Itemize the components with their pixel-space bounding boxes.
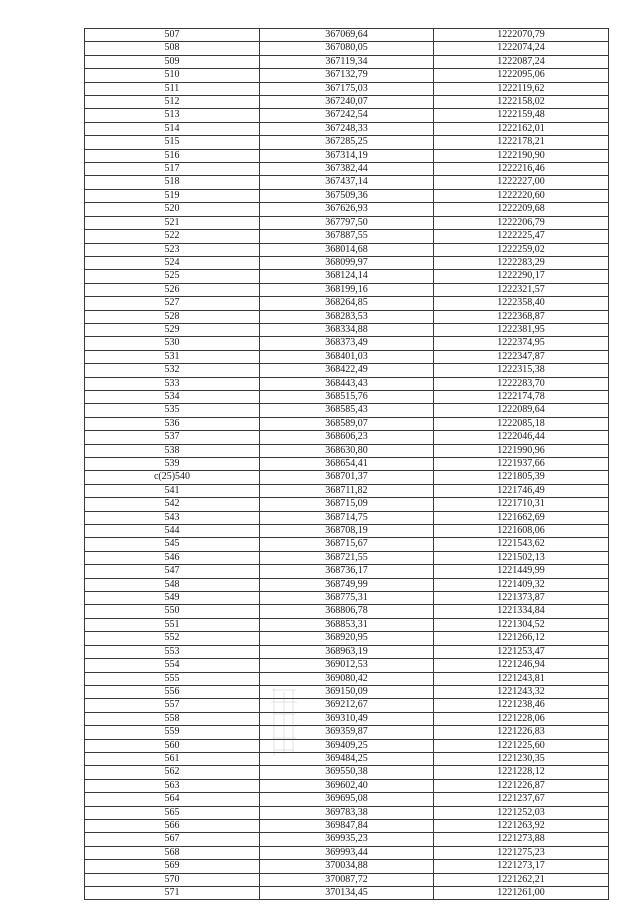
x-coordinate-cell: 368775,31 — [260, 592, 434, 605]
coordinates-table — [84, 28, 609, 900]
point-number-cell: 558 — [85, 712, 260, 725]
table-row — [85, 458, 609, 471]
point-number-cell: 563 — [85, 779, 260, 792]
table-row — [85, 766, 609, 779]
table-row — [85, 29, 609, 42]
x-coordinate-cell: 367132,79 — [260, 69, 434, 82]
x-coordinate-cell: 367437,14 — [260, 176, 434, 189]
point-number-cell: 529 — [85, 323, 260, 336]
y-coordinate-cell: 1221334,84 — [434, 605, 609, 618]
y-coordinate-cell: 1221662,69 — [434, 511, 609, 524]
table-row — [85, 82, 609, 95]
table-row — [85, 752, 609, 765]
point-number-cell: 525 — [85, 270, 260, 283]
y-coordinate-cell: 1221373,87 — [434, 592, 609, 605]
y-coordinate-cell: 1221710,31 — [434, 498, 609, 511]
y-coordinate-cell: 1222347,87 — [434, 350, 609, 363]
point-number-cell: 534 — [85, 390, 260, 403]
y-coordinate-cell: 1222087,24 — [434, 55, 609, 68]
point-number-cell: 548 — [85, 578, 260, 591]
x-coordinate-cell: 368920,95 — [260, 632, 434, 645]
x-coordinate-cell: 369310,49 — [260, 712, 434, 725]
point-number-cell: 513 — [85, 109, 260, 122]
point-number-cell: 526 — [85, 283, 260, 296]
table-row — [85, 873, 609, 886]
x-coordinate-cell: 367509,36 — [260, 189, 434, 202]
y-coordinate-cell: 1222290,17 — [434, 270, 609, 283]
point-number-cell: 569 — [85, 860, 260, 873]
y-coordinate-cell: 1222085,18 — [434, 417, 609, 430]
y-coordinate-cell: 1221225,60 — [434, 739, 609, 752]
y-coordinate-cell: 1221409,32 — [434, 578, 609, 591]
table-row — [85, 484, 609, 497]
x-coordinate-cell: 368373,49 — [260, 337, 434, 350]
x-coordinate-cell: 368963,19 — [260, 645, 434, 658]
x-coordinate-cell: 370134,45 — [260, 887, 434, 900]
table-row — [85, 471, 609, 484]
table-row — [85, 390, 609, 403]
y-coordinate-cell: 1221502,13 — [434, 551, 609, 564]
table-row — [85, 645, 609, 658]
x-coordinate-cell: 368443,43 — [260, 377, 434, 390]
point-number-cell: 543 — [85, 511, 260, 524]
point-number-cell: 556 — [85, 685, 260, 698]
x-coordinate-cell: 367069,64 — [260, 29, 434, 42]
y-coordinate-cell: 1222321,57 — [434, 283, 609, 296]
x-coordinate-cell: 369602,40 — [260, 779, 434, 792]
table-row — [85, 525, 609, 538]
point-number-cell: 554 — [85, 659, 260, 672]
y-coordinate-cell: 1222095,06 — [434, 69, 609, 82]
y-coordinate-cell: 1221990,96 — [434, 444, 609, 457]
point-number-cell: 535 — [85, 404, 260, 417]
x-coordinate-cell: 368701,37 — [260, 471, 434, 484]
point-number-cell: 547 — [85, 565, 260, 578]
point-number-cell: 568 — [85, 846, 260, 859]
x-coordinate-cell: 370034,88 — [260, 860, 434, 873]
table-row — [85, 189, 609, 202]
x-coordinate-cell: 367285,25 — [260, 136, 434, 149]
point-number-cell: 557 — [85, 699, 260, 712]
y-coordinate-cell: 1221261,00 — [434, 887, 609, 900]
x-coordinate-cell: 368715,09 — [260, 498, 434, 511]
table-row — [85, 685, 609, 698]
table-row — [85, 511, 609, 524]
point-number-cell: 533 — [85, 377, 260, 390]
x-coordinate-cell: 368721,55 — [260, 551, 434, 564]
y-coordinate-cell: 1222119,62 — [434, 82, 609, 95]
point-number-cell: 530 — [85, 337, 260, 350]
point-number-cell: 518 — [85, 176, 260, 189]
x-coordinate-cell: 368736,17 — [260, 565, 434, 578]
x-coordinate-cell: 368853,31 — [260, 618, 434, 631]
x-coordinate-cell: 369409,25 — [260, 739, 434, 752]
x-coordinate-cell: 368708,19 — [260, 525, 434, 538]
x-coordinate-cell: 367119,34 — [260, 55, 434, 68]
point-number-cell: 514 — [85, 122, 260, 135]
y-coordinate-cell: 1221275,23 — [434, 846, 609, 859]
y-coordinate-cell: 1221253,47 — [434, 645, 609, 658]
point-number-cell: 510 — [85, 69, 260, 82]
table-row — [85, 632, 609, 645]
y-coordinate-cell: 1222158,02 — [434, 96, 609, 109]
table-row — [85, 270, 609, 283]
point-number-cell: 507 — [85, 29, 260, 42]
x-coordinate-cell: 368283,53 — [260, 310, 434, 323]
table-row — [85, 256, 609, 269]
x-coordinate-cell: 367314,19 — [260, 149, 434, 162]
y-coordinate-cell: 1221304,52 — [434, 618, 609, 631]
table-row — [85, 779, 609, 792]
y-coordinate-cell: 1222174,78 — [434, 390, 609, 403]
x-coordinate-cell: 368589,07 — [260, 417, 434, 430]
table-row — [85, 337, 609, 350]
y-coordinate-cell: 1221246,94 — [434, 659, 609, 672]
x-coordinate-cell: 368715,67 — [260, 538, 434, 551]
x-coordinate-cell: 368585,43 — [260, 404, 434, 417]
point-number-cell: 560 — [85, 739, 260, 752]
y-coordinate-cell: 1221273,17 — [434, 860, 609, 873]
table-row — [85, 69, 609, 82]
point-number-cell: 538 — [85, 444, 260, 457]
x-coordinate-cell: 368630,80 — [260, 444, 434, 457]
x-coordinate-cell: 369695,08 — [260, 793, 434, 806]
y-coordinate-cell: 1222225,47 — [434, 230, 609, 243]
point-number-cell: 570 — [85, 873, 260, 886]
x-coordinate-cell: 367248,33 — [260, 122, 434, 135]
table-row — [85, 887, 609, 900]
x-coordinate-cell: 368422,49 — [260, 364, 434, 377]
x-coordinate-cell: 367175,03 — [260, 82, 434, 95]
point-number-cell: 519 — [85, 189, 260, 202]
table-row — [85, 136, 609, 149]
point-number-cell: 523 — [85, 243, 260, 256]
y-coordinate-cell: 1221230,35 — [434, 752, 609, 765]
y-coordinate-cell: 1222315,38 — [434, 364, 609, 377]
x-coordinate-cell: 369935,23 — [260, 833, 434, 846]
point-number-cell: 551 — [85, 618, 260, 631]
y-coordinate-cell: 1222159,48 — [434, 109, 609, 122]
point-number-cell: 511 — [85, 82, 260, 95]
point-number-cell: 509 — [85, 55, 260, 68]
table-row — [85, 846, 609, 859]
point-number-cell: 524 — [85, 256, 260, 269]
table-row — [85, 605, 609, 618]
y-coordinate-cell: 1222381,95 — [434, 323, 609, 336]
point-number-cell: 527 — [85, 297, 260, 310]
point-number-cell: 546 — [85, 551, 260, 564]
table-row — [85, 712, 609, 725]
y-coordinate-cell: 1222178,21 — [434, 136, 609, 149]
x-coordinate-cell: 367240,07 — [260, 96, 434, 109]
point-number-cell: 549 — [85, 592, 260, 605]
y-coordinate-cell: 1222216,46 — [434, 163, 609, 176]
table-row — [85, 96, 609, 109]
table-row — [85, 726, 609, 739]
x-coordinate-cell: 368334,88 — [260, 323, 434, 336]
y-coordinate-cell: 1221252,03 — [434, 806, 609, 819]
y-coordinate-cell: 1221266,12 — [434, 632, 609, 645]
point-number-cell: 545 — [85, 538, 260, 551]
y-coordinate-cell: 1221226,83 — [434, 726, 609, 739]
table-row — [85, 551, 609, 564]
x-coordinate-cell: 369783,38 — [260, 806, 434, 819]
x-coordinate-cell: 369484,25 — [260, 752, 434, 765]
table-row — [85, 203, 609, 216]
table-row — [85, 323, 609, 336]
table-row — [85, 230, 609, 243]
y-coordinate-cell: 1222046,44 — [434, 431, 609, 444]
x-coordinate-cell: 368401,03 — [260, 350, 434, 363]
x-coordinate-cell: 368711,82 — [260, 484, 434, 497]
x-coordinate-cell: 370087,72 — [260, 873, 434, 886]
y-coordinate-cell: 1221237,67 — [434, 793, 609, 806]
y-coordinate-cell: 1222206,79 — [434, 216, 609, 229]
y-coordinate-cell: 1221449,99 — [434, 565, 609, 578]
x-coordinate-cell: 368714,75 — [260, 511, 434, 524]
x-coordinate-cell: 367382,44 — [260, 163, 434, 176]
point-number-cell: 565 — [85, 806, 260, 819]
y-coordinate-cell: 1222089,64 — [434, 404, 609, 417]
point-number-cell: 539 — [85, 458, 260, 471]
point-number-cell: 542 — [85, 498, 260, 511]
x-coordinate-cell: 369359,87 — [260, 726, 434, 739]
table-row — [85, 431, 609, 444]
x-coordinate-cell: 369550,38 — [260, 766, 434, 779]
table-row — [85, 109, 609, 122]
table-row — [85, 592, 609, 605]
point-number-cell: 508 — [85, 42, 260, 55]
point-number-cell: 520 — [85, 203, 260, 216]
y-coordinate-cell: 1222070,79 — [434, 29, 609, 42]
table-row — [85, 699, 609, 712]
x-coordinate-cell: 369012,53 — [260, 659, 434, 672]
table-row — [85, 659, 609, 672]
table-row — [85, 42, 609, 55]
y-coordinate-cell: 1221937,66 — [434, 458, 609, 471]
table-row — [85, 739, 609, 752]
y-coordinate-cell: 1222283,29 — [434, 256, 609, 269]
x-coordinate-cell: 367626,93 — [260, 203, 434, 216]
x-coordinate-cell: 369847,84 — [260, 819, 434, 832]
y-coordinate-cell: 1222190,90 — [434, 149, 609, 162]
y-coordinate-cell: 1221243,32 — [434, 685, 609, 698]
point-number-cell: 552 — [85, 632, 260, 645]
table-row — [85, 538, 609, 551]
table-row — [85, 860, 609, 873]
y-coordinate-cell: 1222358,40 — [434, 297, 609, 310]
x-coordinate-cell: 367797,50 — [260, 216, 434, 229]
x-coordinate-cell: 368806,78 — [260, 605, 434, 618]
point-number-cell: с(25)540 — [85, 471, 260, 484]
x-coordinate-cell: 368199,16 — [260, 283, 434, 296]
point-number-cell: 544 — [85, 525, 260, 538]
x-coordinate-cell: 368099,97 — [260, 256, 434, 269]
y-coordinate-cell: 1221262,21 — [434, 873, 609, 886]
y-coordinate-cell: 1221228,12 — [434, 766, 609, 779]
y-coordinate-cell: 1222374,95 — [434, 337, 609, 350]
table-row — [85, 833, 609, 846]
y-coordinate-cell: 1222368,87 — [434, 310, 609, 323]
y-coordinate-cell: 1221243,81 — [434, 672, 609, 685]
x-coordinate-cell: 368749,99 — [260, 578, 434, 591]
x-coordinate-cell: 369150,09 — [260, 685, 434, 698]
x-coordinate-cell: 369993,44 — [260, 846, 434, 859]
y-coordinate-cell: 1222259,02 — [434, 243, 609, 256]
point-number-cell: 512 — [85, 96, 260, 109]
table-row — [85, 819, 609, 832]
point-number-cell: 559 — [85, 726, 260, 739]
point-number-cell: 522 — [85, 230, 260, 243]
y-coordinate-cell: 1221543,62 — [434, 538, 609, 551]
point-number-cell: 517 — [85, 163, 260, 176]
table-row — [85, 149, 609, 162]
y-coordinate-cell: 1221273,88 — [434, 833, 609, 846]
point-number-cell: 561 — [85, 752, 260, 765]
table-row — [85, 417, 609, 430]
point-number-cell: 564 — [85, 793, 260, 806]
table-row — [85, 565, 609, 578]
point-number-cell: 531 — [85, 350, 260, 363]
point-number-cell: 566 — [85, 819, 260, 832]
table-row — [85, 618, 609, 631]
table-row — [85, 122, 609, 135]
point-number-cell: 521 — [85, 216, 260, 229]
point-number-cell: 532 — [85, 364, 260, 377]
y-coordinate-cell: 1221226,87 — [434, 779, 609, 792]
table-row — [85, 793, 609, 806]
table-row — [85, 310, 609, 323]
point-number-cell: 555 — [85, 672, 260, 685]
table-row — [85, 578, 609, 591]
x-coordinate-cell: 367242,54 — [260, 109, 434, 122]
point-number-cell: 571 — [85, 887, 260, 900]
x-coordinate-cell: 368264,85 — [260, 297, 434, 310]
table-row — [85, 377, 609, 390]
point-number-cell: 528 — [85, 310, 260, 323]
y-coordinate-cell: 1221805,39 — [434, 471, 609, 484]
table-row — [85, 297, 609, 310]
point-number-cell: 550 — [85, 605, 260, 618]
x-coordinate-cell: 367080,05 — [260, 42, 434, 55]
x-coordinate-cell: 369080,42 — [260, 672, 434, 685]
y-coordinate-cell: 1221263,92 — [434, 819, 609, 832]
x-coordinate-cell: 368654,41 — [260, 458, 434, 471]
table-row — [85, 176, 609, 189]
point-number-cell: 567 — [85, 833, 260, 846]
y-coordinate-cell: 1221608,06 — [434, 525, 609, 538]
point-number-cell: 516 — [85, 149, 260, 162]
table-row — [85, 55, 609, 68]
x-coordinate-cell: 368014,68 — [260, 243, 434, 256]
point-number-cell: 541 — [85, 484, 260, 497]
x-coordinate-cell: 367887,55 — [260, 230, 434, 243]
table-row — [85, 163, 609, 176]
y-coordinate-cell: 1222209,68 — [434, 203, 609, 216]
point-number-cell: 515 — [85, 136, 260, 149]
y-coordinate-cell: 1221746,49 — [434, 484, 609, 497]
coordinates-table-body — [85, 29, 609, 900]
x-coordinate-cell: 368124,14 — [260, 270, 434, 283]
table-row — [85, 243, 609, 256]
y-coordinate-cell: 1221228,06 — [434, 712, 609, 725]
y-coordinate-cell: 1222220,60 — [434, 189, 609, 202]
table-row — [85, 806, 609, 819]
table-row — [85, 216, 609, 229]
table-row — [85, 498, 609, 511]
point-number-cell: 536 — [85, 417, 260, 430]
x-coordinate-cell: 368515,76 — [260, 390, 434, 403]
y-coordinate-cell: 1222227,00 — [434, 176, 609, 189]
y-coordinate-cell: 1222283,70 — [434, 377, 609, 390]
y-coordinate-cell: 1222074,24 — [434, 42, 609, 55]
table-row — [85, 364, 609, 377]
point-number-cell: 553 — [85, 645, 260, 658]
point-number-cell: 562 — [85, 766, 260, 779]
x-coordinate-cell: 369212,67 — [260, 699, 434, 712]
table-row — [85, 444, 609, 457]
point-number-cell: 537 — [85, 431, 260, 444]
y-coordinate-cell: 1221238,46 — [434, 699, 609, 712]
table-row — [85, 350, 609, 363]
x-coordinate-cell: 368606,23 — [260, 431, 434, 444]
table-row — [85, 672, 609, 685]
table-row — [85, 283, 609, 296]
y-coordinate-cell: 1222162,01 — [434, 122, 609, 135]
table-row — [85, 404, 609, 417]
